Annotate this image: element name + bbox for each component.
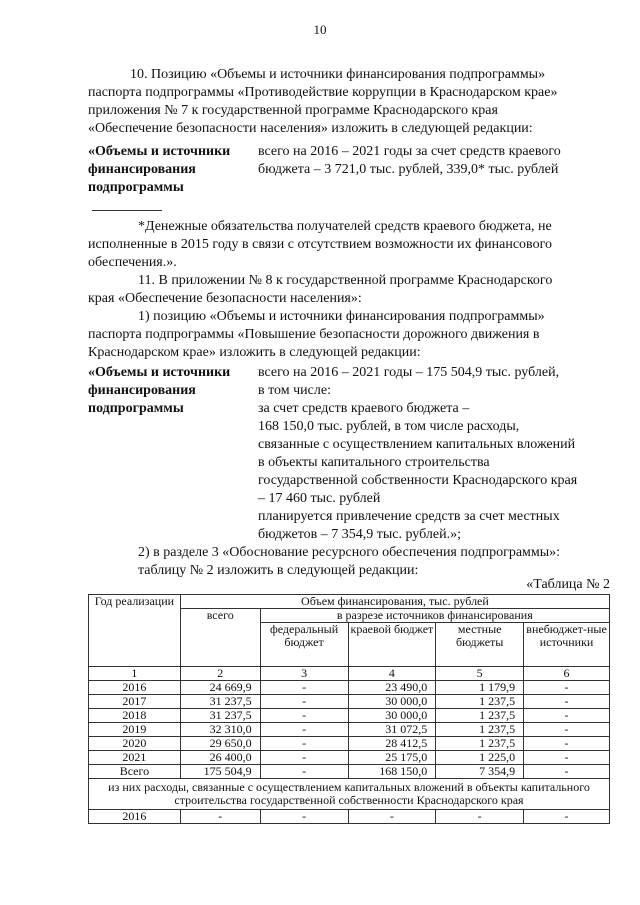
cell-local: - — [436, 810, 524, 824]
item11-value-7: государственной собственности Краснодарского края — [258, 473, 578, 488]
table-header-row — [89, 595, 610, 609]
cell-total: 31 237,5 — [180, 695, 260, 709]
cell-total: 175 504,9 — [180, 765, 260, 779]
footnote-line2: исполненные в 2015 году в связи с отсутствием возможности их финансового — [88, 237, 552, 252]
table-row — [89, 723, 610, 737]
cell-regional: 28 412,5 — [348, 737, 436, 751]
cell-federal: - — [260, 765, 348, 779]
cell-year: 2020 — [89, 737, 181, 751]
cell-year: 2016 — [89, 810, 181, 824]
cell-year: 2018 — [89, 709, 181, 723]
cell-extra: - — [524, 765, 610, 779]
cell-extra: - — [524, 681, 610, 695]
cell-extra: - — [524, 695, 610, 709]
item10-value-1: всего на 2016 – 2021 годы за счет средств краевого — [258, 144, 561, 159]
cell-local: 1 237,5 — [436, 737, 524, 751]
item10-line3: приложения № 7 к государственной программе Краснодарского края — [88, 103, 498, 118]
item10-label-2: финансирования — [88, 162, 196, 177]
footnote-line1: *Денежные обязательства получателей средств краевого бюджета, не — [138, 219, 552, 234]
cell-year: Всего — [89, 765, 181, 779]
item11-value-6: в объекты капитального строительства — [258, 455, 490, 470]
item11-value-9: планируется привлечение средств за счет местных — [258, 509, 560, 524]
cell-federal: - — [260, 723, 348, 737]
cell-federal: - — [260, 737, 348, 751]
item11-value-3: за счет средств краевого бюджета – — [258, 401, 470, 416]
header-regional: краевой бюджет — [348, 623, 436, 667]
item11-sub1-line1: 1) позицию «Объемы и источники финансирования подпрограммы» — [138, 309, 545, 324]
cell-local: 1 237,5 — [436, 723, 524, 737]
header-total: всего — [180, 609, 260, 667]
cell-regional: 168 150,0 — [348, 765, 436, 779]
cell-extra: - — [524, 810, 610, 824]
cell-year: 2016 — [89, 681, 181, 695]
cell-regional: 25 175,0 — [348, 751, 436, 765]
cell-local: 1 237,5 — [436, 709, 524, 723]
cell-total: 29 650,0 — [180, 737, 260, 751]
cell-total: - — [180, 810, 260, 824]
cell-federal: - — [260, 695, 348, 709]
item10-line4: «Обеспечение безопасности населения» изложить в следующей редакции: — [88, 121, 533, 136]
colnum: 5 — [436, 667, 524, 681]
cell-federal: - — [260, 709, 348, 723]
cell-year: 2021 — [89, 751, 181, 765]
cell-regional: 31 072,5 — [348, 723, 436, 737]
item11-line2: края «Обеспечение безопасности населения»: — [88, 291, 362, 306]
cell-regional: 30 000,0 — [348, 695, 436, 709]
colnum: 4 — [348, 667, 436, 681]
item11-sub1-line2: паспорта подпрограммы «Повышение безопасности дорожного движения в — [88, 327, 540, 342]
table-row — [89, 751, 610, 765]
cell-year: 2017 — [89, 695, 181, 709]
item10-label-3: подпрограммы — [88, 180, 184, 195]
cell-federal: - — [260, 751, 348, 765]
column-number-row — [89, 667, 610, 681]
cell-local: 1 225,0 — [436, 751, 524, 765]
table-note-row — [89, 779, 610, 810]
footnote-line3: обеспечения.». — [88, 255, 177, 270]
item11-value-1: всего на 2016 – 2021 годы – 175 504,9 тыс. рублей, — [258, 365, 560, 380]
cell-total: 32 310,0 — [180, 723, 260, 737]
cell-extra: - — [524, 737, 610, 751]
cell-local: 1 237,5 — [436, 695, 524, 709]
cell-federal: - — [260, 681, 348, 695]
table-row — [89, 681, 610, 695]
table-row — [89, 709, 610, 723]
table-caption: «Таблица № 2 — [526, 577, 610, 592]
cell-regional: 23 490,0 — [348, 681, 436, 695]
financing-table — [88, 594, 610, 824]
item10-value-2: бюджета – 3 721,0 тыс. рублей, 339,0* тыс. рублей — [258, 162, 559, 177]
table-row — [89, 810, 610, 824]
table-row — [89, 737, 610, 751]
header-year: Год реализации — [89, 595, 181, 667]
item11-sub2-line2: таблицу № 2 изложить в следующей редакции: — [138, 563, 419, 578]
cell-total: 24 669,9 — [180, 681, 260, 695]
table-row-total — [89, 765, 610, 779]
item10-label-1: «Объемы и источники — [88, 144, 231, 159]
item11-label-1: «Объемы и источники — [88, 365, 231, 380]
cell-total: 31 237,5 — [180, 709, 260, 723]
cell-total: 26 400,0 — [180, 751, 260, 765]
item11-value-5: связанные с осуществлением капитальных вложений — [258, 437, 576, 452]
table-note: из них расходы, связанные с осуществлением капитальных вложений в объекты капитального строительства государственной собственности Краснодарского края — [89, 779, 610, 810]
cell-local: 1 179,9 — [436, 681, 524, 695]
item11-line1: 11. В приложении № 8 к государственной программе Краснодарского — [138, 273, 553, 288]
cell-extra: - — [524, 751, 610, 765]
header-volume: Объем финансирования, тыс. рублей — [180, 595, 609, 609]
table-row — [89, 695, 610, 709]
colnum: 3 — [260, 667, 348, 681]
colnum: 1 — [89, 667, 181, 681]
item10-line2: паспорта подпрограммы «Противодействие коррупции в Краснодарском крае» — [88, 85, 558, 100]
cell-year: 2019 — [89, 723, 181, 737]
item10-line1: 10. Позицию «Объемы и источники финансирования подпрограммы» — [130, 67, 546, 82]
header-sources: в разрезе источников финансирования — [260, 609, 609, 623]
item11-label-2: финансирования — [88, 383, 196, 398]
colnum: 2 — [180, 667, 260, 681]
item11-sub2-line1: 2) в разделе 3 «Обоснование ресурсного обеспечения подпрограммы»: — [138, 545, 561, 560]
header-extra: внебюджет-ные источники — [524, 623, 610, 667]
item11-label-3: подпрограммы — [88, 401, 184, 416]
item11-value-8: – 17 460 тыс. рублей — [258, 491, 381, 506]
cell-regional: - — [348, 810, 436, 824]
footnote-divider — [92, 210, 162, 211]
header-federal: федеральный бюджет — [260, 623, 348, 667]
cell-regional: 30 000,0 — [348, 709, 436, 723]
cell-extra: - — [524, 709, 610, 723]
cell-extra: - — [524, 723, 610, 737]
item11-sub1-line3: Краснодарском крае» изложить в следующей редакции: — [88, 345, 421, 360]
colnum: 6 — [524, 667, 610, 681]
item11-value-4: 168 150,0 тыс. рублей, в том числе расходы, — [258, 419, 520, 434]
item11-value-2: в том числе: — [258, 383, 331, 398]
cell-federal: - — [260, 810, 348, 824]
page-number: 10 — [313, 22, 327, 37]
cell-local: 7 354,9 — [436, 765, 524, 779]
header-local: местные бюджеты — [436, 623, 524, 667]
item11-value-10: бюджетов – 7 354,9 тыс. рублей.»; — [258, 527, 461, 542]
